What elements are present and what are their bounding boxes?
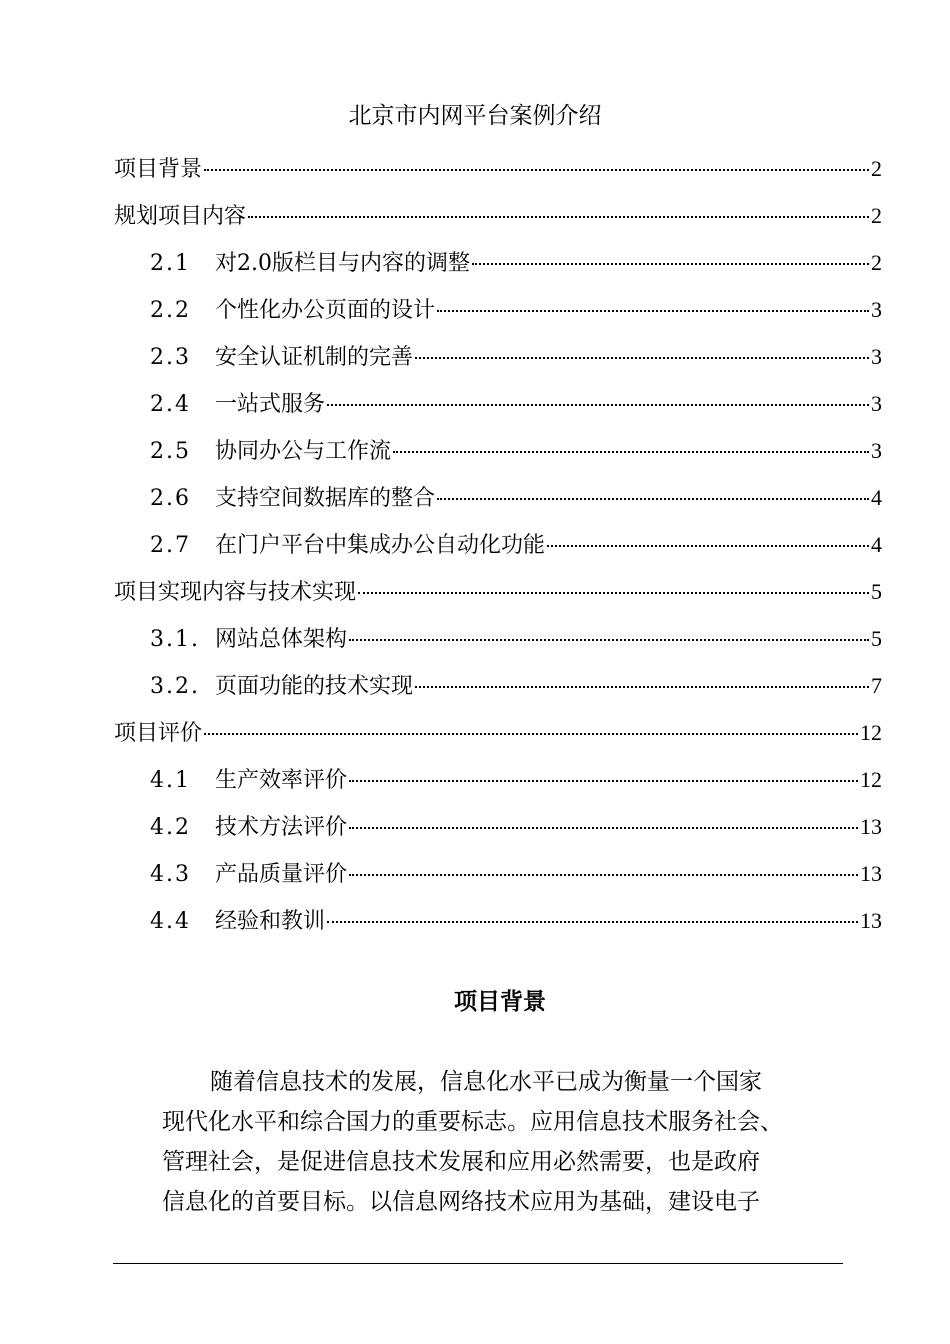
toc-entry-page-number: 3 <box>871 438 882 463</box>
toc-entry-number: 2.6 <box>150 486 191 511</box>
toc-entry-title: 生产效率评价 <box>215 768 348 793</box>
toc-entry[interactable] <box>150 530 882 561</box>
toc-entry[interactable] <box>150 389 882 420</box>
toc-entry-number: 4.2 <box>150 815 191 840</box>
toc-entry[interactable] <box>150 812 882 843</box>
toc-entry-number: 4.3 <box>150 862 191 887</box>
toc-entry-title: 对2.0版栏目与内容的调整 <box>215 251 470 276</box>
toc-dot-leader <box>349 827 858 829</box>
toc-entry-page-number: 2 <box>871 203 882 228</box>
body-line: 信息化的首要目标。以信息网络技术应用为基础，建设电子 <box>162 1189 760 1215</box>
toc-entry-page-number: 13 <box>860 861 882 886</box>
toc-entry-title: 项目背景 <box>114 157 203 182</box>
toc-entry-number: 2.1 <box>150 251 191 276</box>
body-line: 随着信息技术的发展，信息化水平已成为衡量一个国家 <box>210 1069 762 1095</box>
toc-entry-page-number: 12 <box>860 720 882 745</box>
toc-entry-number: 4.1 <box>150 768 191 793</box>
toc-dot-leader <box>437 498 869 500</box>
toc-entry-page-number: 2 <box>871 156 882 181</box>
toc-entry-page-number: 5 <box>871 626 882 651</box>
body-line: 现代化水平和综合国力的重要标志。应用信息技术服务社会、 <box>162 1109 783 1135</box>
toc-entry-page-number: 3 <box>871 391 882 416</box>
toc-entry-number: 4.4 <box>150 909 191 934</box>
toc-entry-page-number: 4 <box>871 532 882 557</box>
toc-dot-leader <box>415 686 869 688</box>
footer-divider <box>113 1263 843 1264</box>
toc-entry-page-number: 13 <box>860 814 882 839</box>
toc-entry-number: 2.5 <box>150 439 191 464</box>
toc-entry-title: 网站总体架构 <box>215 627 348 652</box>
section-heading: 项目背景 <box>454 988 546 1015</box>
toc-dot-leader <box>204 169 869 171</box>
toc-entry[interactable] <box>150 342 882 373</box>
toc-entry-title: 经验和教训 <box>215 909 326 934</box>
toc-dot-leader <box>327 921 858 923</box>
document-title: 北京市内网平台案例介绍 <box>348 103 602 129</box>
toc-entry-title: 协同办公与工作流 <box>215 439 392 464</box>
toc-entry-number: 3.1. <box>150 627 200 652</box>
toc-entry[interactable] <box>114 201 882 232</box>
toc-entry[interactable] <box>150 906 882 937</box>
toc-entry[interactable] <box>114 718 882 749</box>
toc-entry-number: 2.4 <box>150 392 191 417</box>
toc-dot-leader <box>327 404 869 406</box>
toc-dot-leader <box>547 545 869 547</box>
toc-entry-title: 项目评价 <box>114 721 203 746</box>
toc-entry-page-number: 2 <box>871 250 882 275</box>
toc-entry[interactable] <box>150 859 882 890</box>
toc-entry-page-number: 5 <box>871 579 882 604</box>
toc-entry-number: 2.2 <box>150 298 191 323</box>
toc-entry-title: 产品质量评价 <box>215 862 348 887</box>
toc-entry-page-number: 3 <box>871 344 882 369</box>
toc-entry[interactable] <box>114 577 882 608</box>
toc-entry-title: 安全认证机制的完善 <box>215 345 414 370</box>
toc-entry-title: 技术方法评价 <box>215 815 348 840</box>
toc-entry-title: 项目实现内容与技术实现 <box>114 580 357 605</box>
toc-entry-page-number: 3 <box>871 297 882 322</box>
toc-entry[interactable] <box>150 248 882 279</box>
toc-entry[interactable] <box>150 295 882 326</box>
toc-entry[interactable] <box>150 436 882 467</box>
toc-entry-title: 在门户平台中集成办公自动化功能 <box>215 533 546 558</box>
toc-dot-leader <box>393 451 869 453</box>
toc-entry-page-number: 7 <box>871 673 882 698</box>
toc-dot-leader <box>349 780 858 782</box>
toc-dot-leader <box>349 874 858 876</box>
toc-entry-page-number: 4 <box>871 485 882 510</box>
toc-entry-number: 3.2. <box>150 674 200 699</box>
toc-entry-title: 一站式服务 <box>215 392 326 417</box>
toc-entry-number: 2.3 <box>150 345 191 370</box>
toc-entry[interactable] <box>114 154 882 185</box>
toc-dot-leader <box>415 357 869 359</box>
body-paragraph <box>162 1062 862 1222</box>
toc-dot-leader <box>472 263 869 265</box>
toc-entry-page-number: 13 <box>860 908 882 933</box>
toc-entry[interactable] <box>150 483 882 514</box>
body-line: 管理社会，是促进信息技术发展和应用必然需要，也是政府 <box>162 1149 760 1175</box>
toc-entry-title: 支持空间数据库的整合 <box>215 486 436 511</box>
toc-entry-title: 规划项目内容 <box>114 204 247 229</box>
toc-entry-title: 页面功能的技术实现 <box>215 674 414 699</box>
toc-dot-leader <box>358 592 869 594</box>
toc-entry[interactable] <box>150 671 882 702</box>
toc-dot-leader <box>437 310 869 312</box>
toc-dot-leader <box>349 639 869 641</box>
toc-entry-title: 个性化办公页面的设计 <box>215 298 436 323</box>
toc-dot-leader <box>248 216 869 218</box>
toc-dot-leader <box>204 733 858 735</box>
toc-entry-number: 2.7 <box>150 533 191 558</box>
toc-entry[interactable] <box>150 765 882 796</box>
toc-entry-page-number: 12 <box>860 767 882 792</box>
toc-entry[interactable] <box>150 624 882 655</box>
